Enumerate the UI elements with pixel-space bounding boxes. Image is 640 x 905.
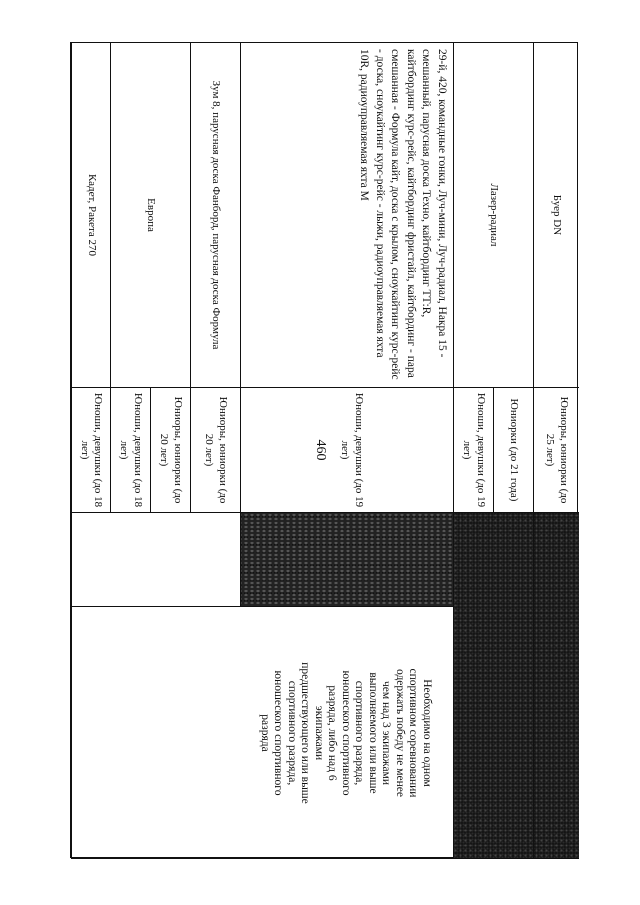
requirement-line: Необходимо на одном	[421, 679, 433, 787]
requirement-line: экипажами	[313, 705, 325, 761]
requirement-line: одержать победу не менее	[394, 669, 406, 797]
age-group-cell: Юноши, девушки (до 19 лет)	[240, 388, 453, 513]
rotated-table	[71, 43, 579, 859]
boat-class-cell: Европа	[110, 43, 190, 388]
age-group-cell: Юниоры, юниорки (до 25 лет)	[533, 388, 579, 513]
boat-class-cell: 29-й, 420, командные гонки, Луч-мини, Луч-радиал, Накра 15 - смешанный, парусная доска Техно, кайтбординг ТТ:R, кайтбординг курс-рейс, кайтбординг фристайл, кайтбординг - пара смешанная - Формула кайт, доска с крылом, сноукайтинг курс-рейс - доска, сноукайтинг курс-рейс - лыжи, радиоуправляемая яхта 10R, радиоуправляемая яхта М	[240, 43, 453, 388]
age-group-cell: Юноши, девушки (до 19 лет)	[453, 388, 493, 513]
boat-class-cell: Лазер-радиал	[453, 43, 533, 388]
requirement-line: чем над 3 экипажами	[380, 680, 393, 786]
age-group-cell: Юноши, девушки (до 18 лет)	[71, 388, 110, 513]
requirement-line: спортивного разряда,	[353, 680, 366, 786]
redacted-block	[240, 513, 453, 607]
age-group-cell: Юноши, девушки (до 18 лет)	[110, 388, 150, 513]
document-table-frame	[70, 42, 578, 858]
empty-cell	[71, 513, 240, 607]
boat-class-cell: Буер DN	[533, 43, 579, 388]
boat-class-cell: Зум 8, парусная доска Фанборд, парусная доска Формула	[190, 43, 240, 388]
requirement-line: спортивном соревновании	[407, 668, 420, 798]
age-group-cell: Юниорки (до 21 года)	[493, 388, 533, 513]
requirement-cell	[71, 607, 453, 859]
requirement-line: юношеского спортивного	[272, 670, 285, 796]
page-number: 460	[313, 439, 328, 461]
requirement-line: юношеского спортивного	[340, 670, 352, 796]
redacted-block	[453, 513, 533, 859]
requirement-line: спортивного разряда,	[286, 680, 298, 786]
requirement-line: разряда, либо над 6	[326, 685, 339, 781]
age-group-cell: Юниоры, юниорки (до 20 лет)	[150, 388, 190, 513]
requirement-text	[258, 607, 434, 859]
age-group-cell: Юниоры, юниорки (до 20 лет)	[190, 388, 240, 513]
requirement-line: разряда	[259, 714, 271, 752]
requirement-line: предшествующего или выше	[299, 662, 312, 804]
boat-class-cell: Кадет, Ракета 270	[71, 43, 110, 388]
redacted-block	[533, 513, 579, 859]
requirement-line: выполняемого или выше	[367, 672, 379, 794]
